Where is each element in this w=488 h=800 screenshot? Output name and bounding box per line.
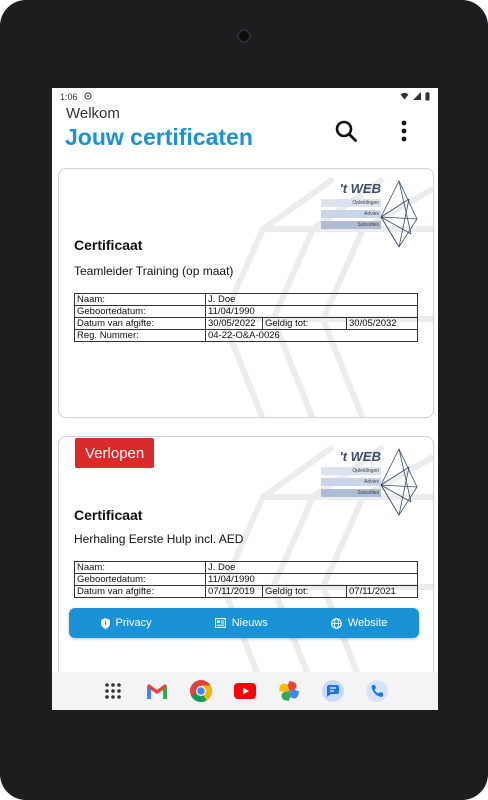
signal-icon xyxy=(413,92,421,102)
search-icon xyxy=(334,119,358,143)
certificate-name: Herhaling Eerste Hulp incl. AED xyxy=(74,532,244,546)
shield-icon xyxy=(101,618,110,629)
chrome-icon[interactable] xyxy=(188,678,214,704)
company-logo: 't WEB Opleidingen Advies Subsidies xyxy=(321,181,381,229)
certificate-details-table: Naam: J. Doe Geboortedatum: 11/04/1990 Datum van afgifte: 07/11/2019 Geldig tot: 07/11/2021 xyxy=(74,561,418,598)
search-button[interactable] xyxy=(329,114,363,148)
app-dock xyxy=(52,672,438,710)
messages-icon[interactable] xyxy=(320,678,346,704)
phone-icon[interactable] xyxy=(364,678,390,704)
bottom-nav xyxy=(69,608,419,638)
wifi-icon xyxy=(400,92,409,102)
status-time: 1:06 xyxy=(60,92,78,102)
nav-nieuws-button[interactable]: Nieuws xyxy=(215,617,268,629)
welcome-text: Welkom xyxy=(66,105,120,122)
nav-website-button[interactable]: Website xyxy=(331,617,388,629)
certificate-heading: Certificaat xyxy=(74,237,143,253)
battery-icon xyxy=(425,92,430,103)
certificate-heading: Certificaat xyxy=(74,507,143,523)
certificate-details-table: Naam: J. Doe Geboortedatum: 11/04/1990 Datum van afgifte: 30/05/2022 Geldig tot: 30/05/2032 Reg. Nummer: 04-22-O&A-0026 xyxy=(74,293,418,342)
front-camera xyxy=(237,29,251,43)
logo-fan-icon xyxy=(379,179,419,249)
gmail-icon[interactable] xyxy=(144,678,170,704)
page-title: Jouw certificaten xyxy=(65,124,253,150)
photos-icon[interactable] xyxy=(276,678,302,704)
overflow-menu-button[interactable] xyxy=(387,114,421,148)
more-vert-icon xyxy=(400,119,408,143)
youtube-icon[interactable] xyxy=(232,678,258,704)
nav-privacy-button[interactable]: Privacy xyxy=(101,617,152,629)
certificate-card[interactable] xyxy=(58,168,434,418)
globe-icon xyxy=(331,618,342,629)
certificate-name: Teamleider Training (op maat) xyxy=(74,264,234,278)
logo-fan-icon xyxy=(379,447,419,517)
sync-icon xyxy=(84,92,92,102)
app-screen xyxy=(52,88,438,710)
status-bar xyxy=(52,88,438,106)
expired-badge: Verlopen xyxy=(75,438,154,468)
news-icon xyxy=(215,618,226,628)
certificate-card[interactable] xyxy=(58,436,434,686)
company-logo: 't WEB Opleidingen Advies Subsidies xyxy=(321,449,381,497)
apps-grid-icon[interactable] xyxy=(100,678,126,704)
